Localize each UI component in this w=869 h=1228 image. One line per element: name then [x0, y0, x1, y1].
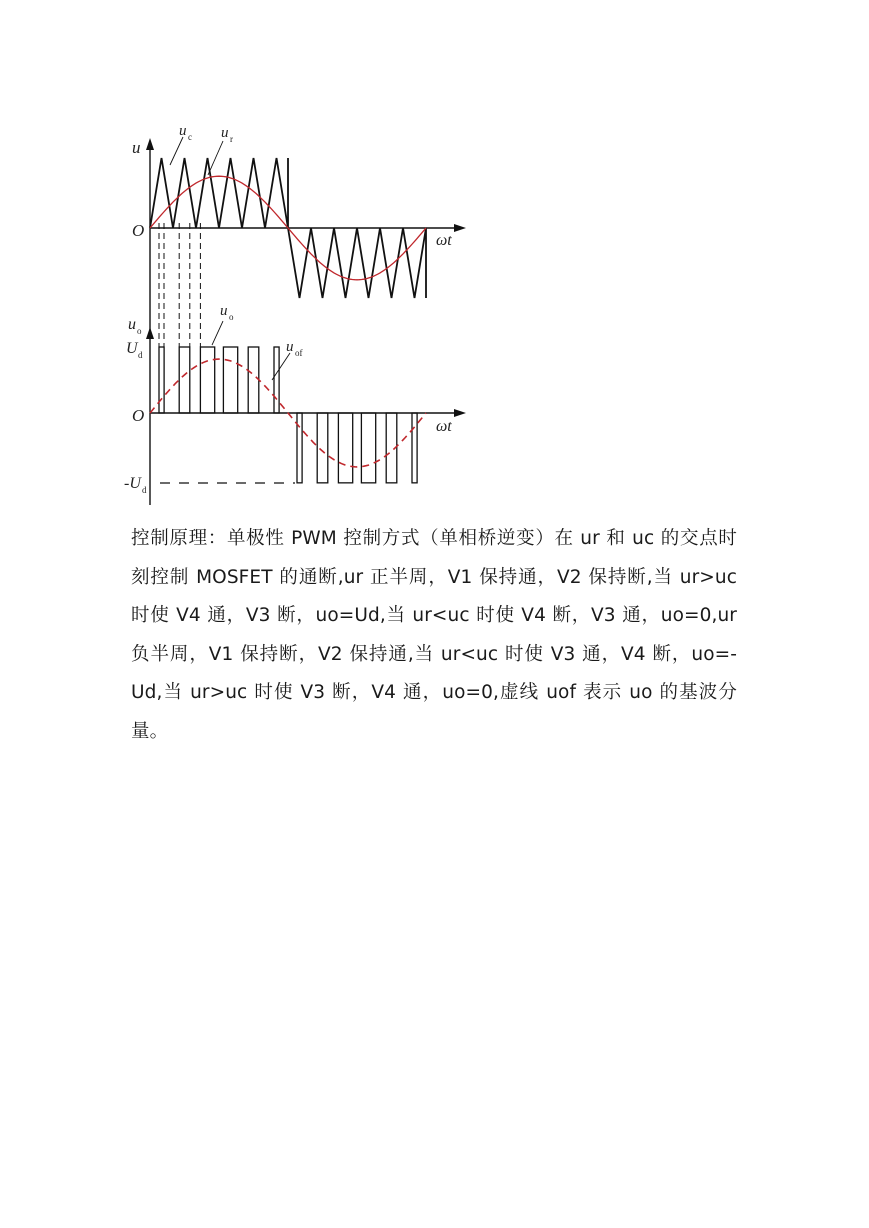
origin-bottom-label: O — [132, 406, 145, 425]
pwm-waveform-figure — [120, 105, 470, 510]
positive-pulse — [159, 347, 164, 413]
uof-label-sub: of — [295, 348, 303, 358]
axis-uo-label: u — [128, 316, 136, 333]
origin-top-label: O — [132, 221, 145, 240]
output-pulses-negative — [297, 413, 417, 483]
negative-pulse — [412, 413, 417, 483]
axis-uo-label-sub: o — [137, 326, 142, 336]
uof-label: u — [286, 339, 294, 355]
ur-leader-line — [208, 141, 223, 175]
ud-label: U — [126, 340, 138, 357]
ur-label-sub: r — [230, 134, 233, 144]
uc-label-sub: c — [188, 132, 192, 142]
control-principle-paragraph: 控制原理：单极性 PWM 控制方式（单相桥逆变）在 ur 和 uc 的交点时刻控制 MOSFET 的通断,ur 正半周，V1 保持通，V2 保持断,当 ur>uc 时使 V4 通，V3 断，uo=Ud,当 ur<uc 时使 V4 断，V3 通，uo=0,ur 负半周，V1 保持断，V2 保持通,当 ur<uc 时使 V3 通，V4 断，uo=-Ud,当 ur>uc 时使 V3 断，V4 通，uo=0,虚线 uof 表示 uo 的基波分量。 — [131, 528, 737, 742]
uc-leader-line — [170, 137, 183, 165]
pwm-waveform-diagram — [120, 105, 470, 510]
negative-pulse — [297, 413, 302, 483]
carrier-negative-path — [288, 228, 426, 298]
positive-pulse — [223, 347, 237, 413]
positive-pulse — [200, 347, 214, 413]
carrier-positive-path — [150, 158, 288, 228]
uof-leader-line — [272, 353, 290, 380]
bottom-vertical-arrow — [146, 327, 154, 339]
axis-u-label: u — [132, 138, 141, 157]
ur-label: u — [221, 125, 229, 141]
negative-pulse — [361, 413, 375, 483]
positive-pulse — [274, 347, 279, 413]
wt-bottom-label: ωt — [436, 418, 452, 435]
positive-pulse — [179, 347, 190, 413]
ud-label-sub: d — [138, 350, 143, 360]
output-pulses-positive — [159, 347, 279, 413]
carrier-triangle-wave-negative — [288, 228, 426, 298]
uo-label: u — [220, 303, 228, 319]
negative-ud-label-sub: d — [142, 485, 147, 495]
uc-label: u — [179, 123, 187, 139]
positive-pulse — [248, 347, 259, 413]
uo-leader-line — [212, 321, 223, 345]
top-horizontal-arrow — [454, 224, 466, 232]
wt-top-label: ωt — [436, 232, 452, 249]
uo-label-sub: o — [229, 312, 234, 322]
carrier-triangle-wave-positive — [150, 158, 288, 228]
top-vertical-arrow — [146, 138, 154, 150]
negative-ud-label: -U — [124, 475, 141, 492]
bottom-horizontal-arrow — [454, 409, 466, 417]
negative-pulse — [317, 413, 328, 483]
negative-pulse — [338, 413, 352, 483]
projection-dashed-lines — [159, 223, 200, 347]
